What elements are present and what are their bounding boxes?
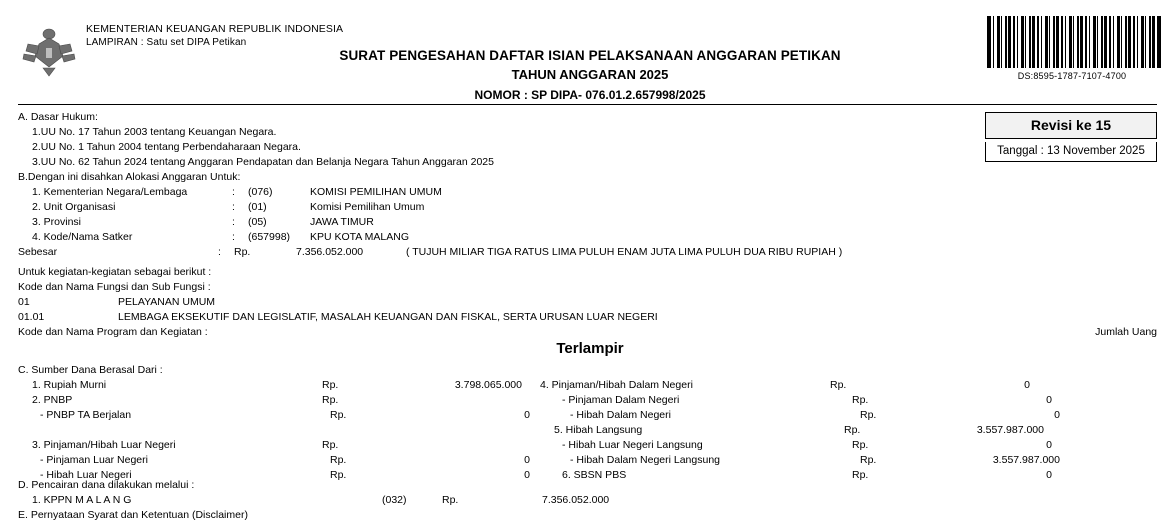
section-e-heading: E. Pernyataan Syarat dan Ketentuan (Disclaimer): [18, 509, 248, 521]
left-label: - Hibah Luar Negeri: [40, 468, 132, 481]
document-body: [18, 110, 998, 340]
subfungsi-name: LEMBAGA EKSEKUTIF DAN LEGISLATIF, MASALAH KEUANGAN DAN FISKAL, SERTA URUSAN LUAR NEGERI: [118, 311, 658, 323]
sebesar-terbilang: ( TUJUH MILIAR TIGA RATUS LIMA PULUH ENAM JUTA LIMA PULUH DUA RIBU RUPIAH ): [406, 246, 843, 258]
section-c-heading: C. Sumber Dana Berasal Dari :: [18, 363, 163, 376]
row-value: Komisi Pemilihan Umum: [310, 201, 425, 213]
header-divider: [18, 104, 1157, 105]
right-value: 3.557.987.000: [992, 453, 1060, 466]
section-a-item-3: 3.UU No. 62 Tahun 2024 tentang Anggaran Pendapatan dan Belanja Negara Tahun Anggaran 2025: [32, 156, 494, 168]
funding-row: [18, 437, 1158, 452]
left-label: - Pinjaman Luar Negeri: [40, 453, 148, 466]
funding-row: [18, 407, 1158, 422]
left-value: 0: [524, 453, 530, 466]
left-rp: Rp.: [330, 408, 347, 421]
sebesar-colon: :: [218, 246, 221, 258]
right-value: 0: [1024, 378, 1030, 391]
right-label: - Pinjaman Dalam Negeri: [562, 393, 680, 406]
section-a-item-1: 1.UU No. 17 Tahun 2003 tentang Keuangan Negara.: [32, 126, 277, 138]
ministry-heading: [86, 22, 343, 50]
left-value: 0: [524, 408, 530, 421]
left-rp: Rp.: [330, 468, 347, 481]
right-rp: Rp.: [852, 438, 869, 451]
row-label: 2. Unit Organisasi: [32, 201, 116, 213]
kppn-label: 1. KPPN M A L A N G: [32, 494, 132, 506]
left-rp: Rp.: [322, 393, 339, 406]
row-label: 4. Kode/Nama Satker: [32, 231, 133, 243]
program-heading: Kode dan Nama Program dan Kegiatan :: [18, 326, 208, 338]
row-code: (076): [248, 186, 273, 198]
revision-badge: Revisi ke 15: [985, 112, 1157, 139]
right-rp: Rp.: [852, 393, 869, 406]
left-label: 3. Pinjaman/Hibah Luar Negeri: [32, 438, 176, 451]
kegiatan-heading: Untuk kegiatan-kegiatan sebagai berikut :: [18, 266, 212, 278]
revision-date: Tanggal : 13 November 2025: [985, 142, 1157, 162]
right-rp: Rp.: [860, 453, 877, 466]
section-a-item-2: 2.UU No. 1 Tahun 2004 tentang Perbendaharaan Negara.: [32, 141, 301, 153]
right-label: - Hibah Luar Negeri Langsung: [562, 438, 703, 451]
row-label: 3. Provinsi: [32, 216, 82, 228]
fungsi-heading: Kode dan Nama Fungsi dan Sub Fungsi :: [18, 281, 211, 293]
row-colon: :: [232, 216, 235, 228]
right-label: 5. Hibah Langsung: [554, 423, 643, 436]
barcode-image: [987, 16, 1161, 68]
right-value: 0: [1046, 468, 1052, 481]
document-footer-sections: [18, 478, 609, 523]
section-b-row: [18, 230, 998, 245]
row-colon: :: [232, 201, 235, 213]
left-value: 0: [524, 468, 530, 481]
right-value: 0: [1046, 438, 1052, 451]
funding-row: [18, 422, 1158, 437]
row-value: JAWA TIMUR: [310, 216, 374, 228]
section-b-row: [18, 185, 998, 200]
left-label: 1. Rupiah Murni: [32, 378, 107, 391]
sebesar-row: [18, 245, 998, 260]
funding-sources-table: [18, 362, 1158, 482]
ministry-line2: LAMPIRAN : Satu set DIPA Petikan: [86, 37, 247, 48]
right-label: 6. SBSN PBS: [562, 468, 627, 481]
left-rp: Rp.: [322, 438, 339, 451]
sebesar-rp: Rp.: [234, 246, 251, 258]
right-rp: Rp.: [844, 423, 861, 436]
row-value: KPU KOTA MALANG: [310, 231, 409, 243]
left-value: 3.798.065.000: [454, 378, 522, 391]
ministry-line1: KEMENTERIAN KEUANGAN REPUBLIK INDONESIA: [86, 23, 344, 35]
page-title: SURAT PENGESAHAN DAFTAR ISIAN PELAKSANAAN ANGGARAN PETIKAN: [339, 48, 841, 63]
barcode-label: DS:8595-1787-7107-4700: [1017, 71, 1127, 81]
terlampir-label: Terlampir: [556, 340, 624, 357]
subfungsi-code: 01.01: [18, 311, 45, 323]
row-code: (657998): [248, 231, 291, 243]
row-code: (01): [248, 201, 267, 213]
right-label: 4. Pinjaman/Hibah Dalam Negeri: [540, 378, 693, 391]
barcode-block: [987, 16, 1157, 81]
right-value: 0: [1046, 393, 1052, 406]
title-year: TAHUN ANGGARAN 2025: [511, 67, 669, 82]
left-label: 2. PNBP: [32, 393, 73, 406]
row-label: 1. Kementerian Negara/Lembaga: [32, 186, 188, 198]
right-label: - Hibah Dalam Negeri: [570, 408, 671, 421]
left-label: - PNBP TA Berjalan: [40, 408, 132, 421]
row-code: (05): [248, 216, 267, 228]
right-label: - Hibah Dalam Negeri Langsung: [570, 453, 720, 466]
kppn-row: [18, 493, 609, 508]
garuda-emblem-icon: [22, 24, 76, 80]
right-value: 3.557.987.000: [976, 423, 1044, 436]
section-b-heading: B.Dengan ini disahkan Alokasi Anggaran Untuk:: [18, 171, 241, 183]
document-title-block: [250, 48, 930, 102]
fungsi-row: [18, 295, 998, 310]
funding-row: [18, 452, 1158, 467]
jumlah-uang-label: Jumlah Uang: [1095, 326, 1157, 338]
fungsi-name: PELAYANAN UMUM: [118, 296, 216, 308]
funding-row: [18, 392, 1158, 407]
row-colon: :: [232, 186, 235, 198]
kppn-value: 7.356.052.000: [542, 494, 610, 506]
title-number: NOMOR : SP DIPA- 076.01.2.657998/2025: [474, 88, 706, 102]
subfungsi-row: [18, 310, 998, 325]
row-value: KOMISI PEMILIHAN UMUM: [310, 186, 442, 198]
left-rp: Rp.: [322, 378, 339, 391]
funding-row: [18, 377, 1158, 392]
right-rp: Rp.: [860, 408, 877, 421]
row-colon: :: [232, 231, 235, 243]
kppn-code: (032): [382, 494, 407, 506]
section-c-heading-row: [18, 362, 1158, 377]
right-value: 0: [1054, 408, 1060, 421]
section-b-row: [18, 200, 998, 215]
left-rp: Rp.: [330, 453, 347, 466]
right-rp: Rp.: [830, 378, 847, 391]
right-rp: Rp.: [852, 468, 869, 481]
kppn-rp: Rp.: [442, 494, 459, 506]
section-a-heading: A. Dasar Hukum:: [18, 111, 98, 123]
sebesar-label: Sebesar: [18, 246, 58, 258]
section-d-heading: D. Pencairan dana dilakukan melalui :: [18, 479, 195, 491]
sebesar-value: 7.356.052.000: [296, 246, 364, 258]
fungsi-code: 01: [18, 296, 30, 308]
section-b-row: [18, 215, 998, 230]
document-header: [0, 0, 1175, 100]
